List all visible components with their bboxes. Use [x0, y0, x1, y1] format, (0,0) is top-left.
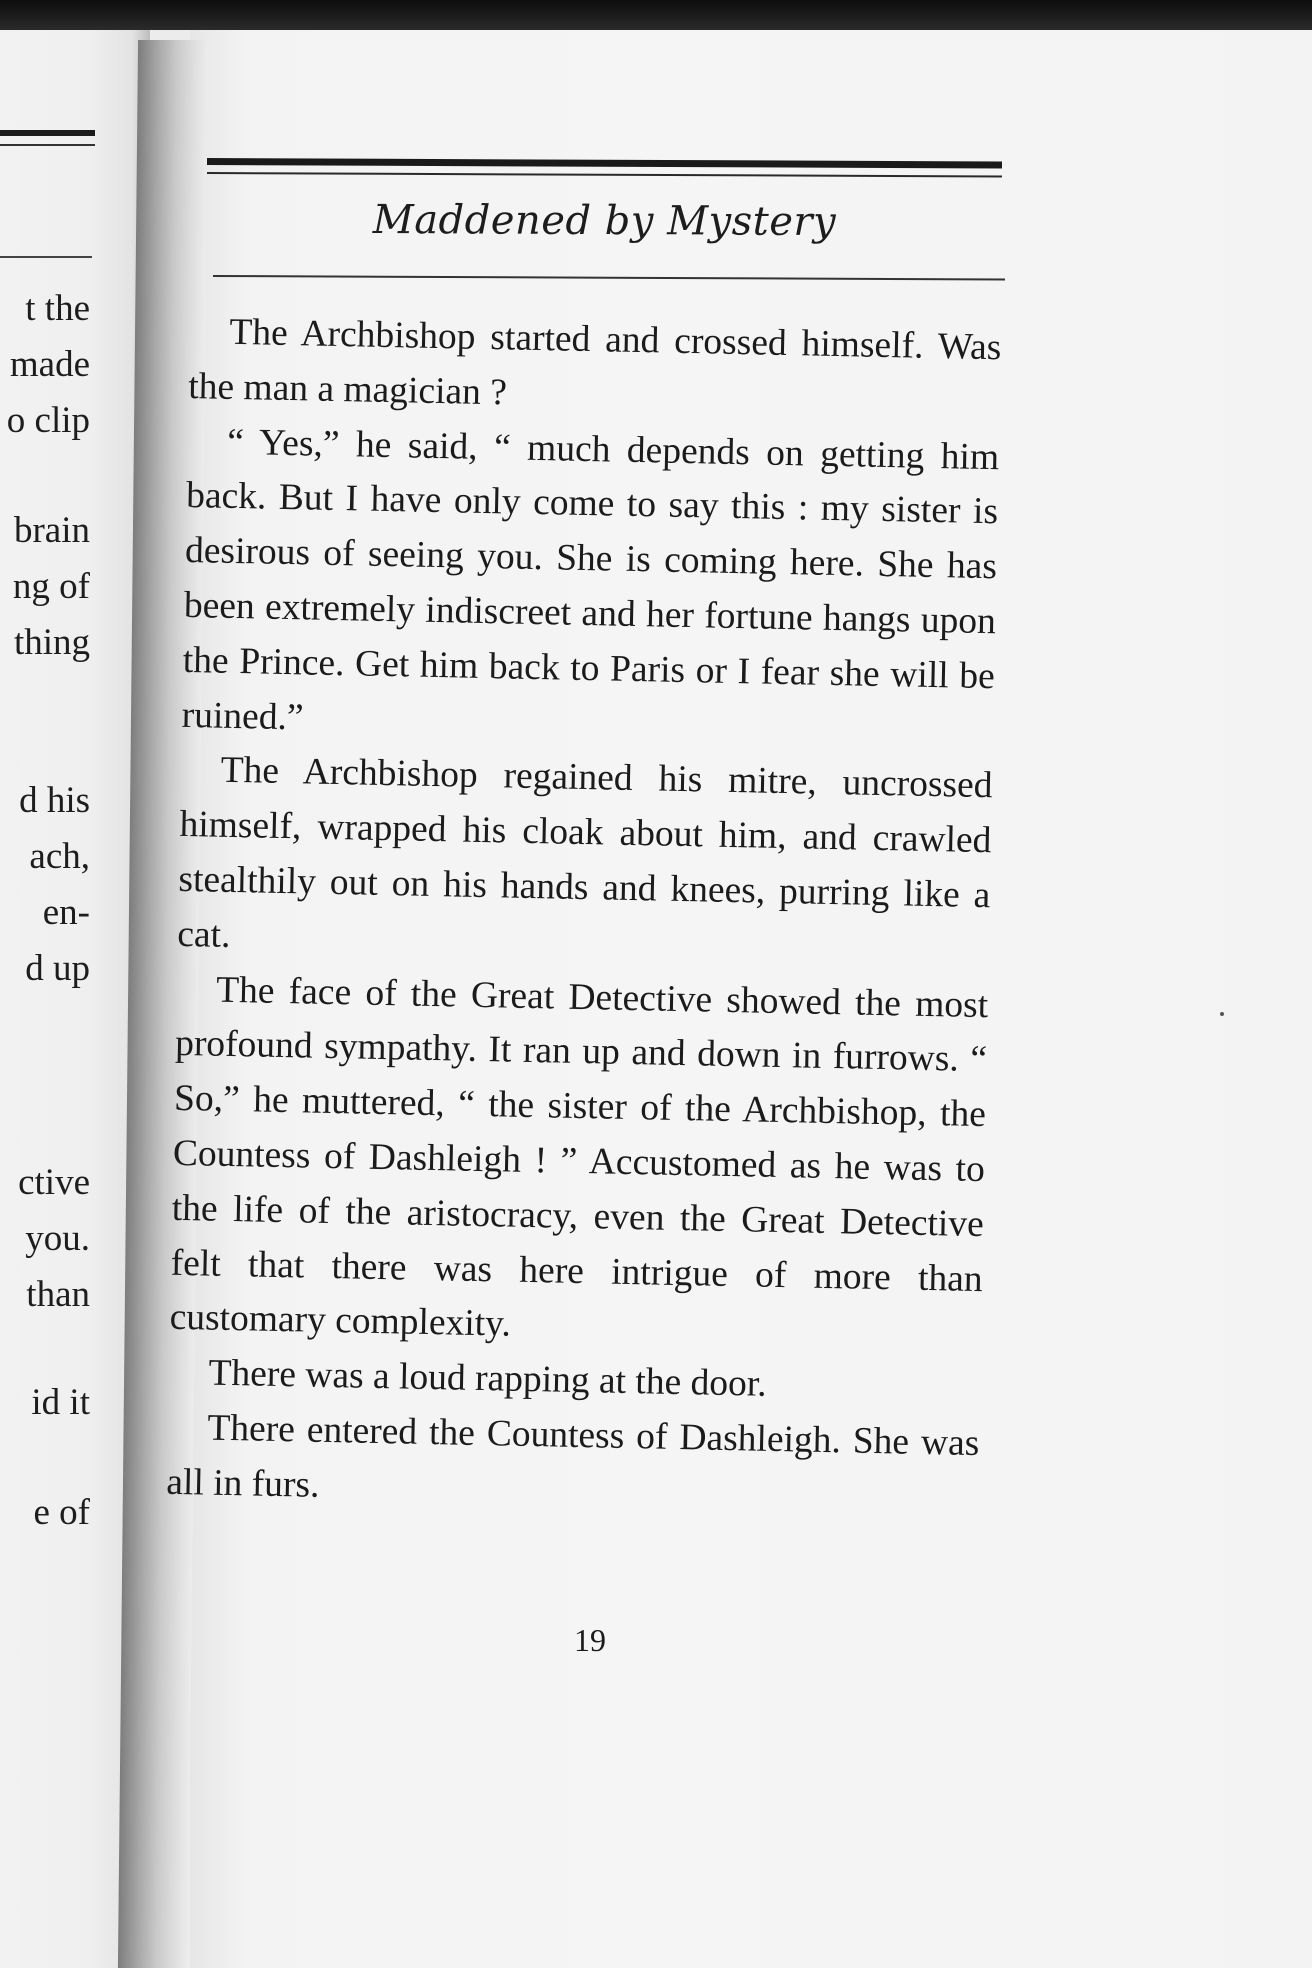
previous-page-line-fragment: e of	[33, 1492, 90, 1533]
paragraph: The face of the Great Detective showed the most profound sympathy. It ran up and down in furrows. “ So,” he muttered, “ the sister of the Archbishop, the Countess of Dashleigh ! ” Accustomed as he was to the life of the aristocracy, even the Great Detective felt that there was here intrigue of more than customary complexity.	[169, 969, 989, 1345]
previous-page-line-fragment: made	[9, 344, 90, 385]
paragraph: There was a loud rapping at the door.	[208, 1352, 768, 1405]
previous-page-title-rule	[0, 256, 92, 258]
previous-page-line-fragment: o clip	[6, 400, 90, 441]
previous-page-line-fragment: id it	[31, 1382, 90, 1423]
previous-page-line-fragment: en-	[42, 892, 90, 933]
paper-speck	[1220, 1012, 1224, 1016]
previous-page-line-fragment: d his	[19, 780, 90, 821]
scan-top-edge	[0, 0, 1312, 30]
previous-page-line-fragment: thing	[13, 622, 90, 663]
previous-page-line-fragment: than	[26, 1274, 90, 1315]
previous-page-line-fragment: ng of	[12, 566, 90, 607]
previous-page-line-fragment: t the	[25, 288, 90, 329]
paragraph: There entered the Countess of Dashleigh. She was all in furs.	[165, 1407, 980, 1506]
paragraph: The Archbishop started and crossed himself. Was the man a magician ?	[187, 311, 1002, 414]
previous-page-line-fragment: you.	[25, 1218, 90, 1259]
previous-page-line-fragment: ctive	[18, 1162, 90, 1203]
running-title: Maddened by Mystery	[372, 196, 837, 246]
previous-page-header-rule-thin	[0, 144, 95, 146]
previous-page-header-rule	[0, 130, 95, 136]
paragraph: The Archbishop regained his mitre, uncrossed himself, wrapped his cloak about him, and crawled stealthily out on his hands and knees, purring like a cat.	[176, 750, 993, 956]
page-body-text	[166, 305, 1002, 1527]
previous-page-line-fragment: brain	[13, 510, 90, 551]
page-number: 19	[574, 1622, 606, 1658]
previous-page-line-fragment: ach,	[29, 836, 90, 877]
previous-page-line-fragment: d up	[25, 948, 90, 989]
paragraph: “ Yes,” he said, “ much depends on getting him back. But I have only come to say this : my sister is desirous of seeing you. She is coming here. She has been extremely indiscreet and her fortune hangs upon the Prince. Get him back to Paris or I fear she will be ruined.”	[181, 421, 1000, 738]
